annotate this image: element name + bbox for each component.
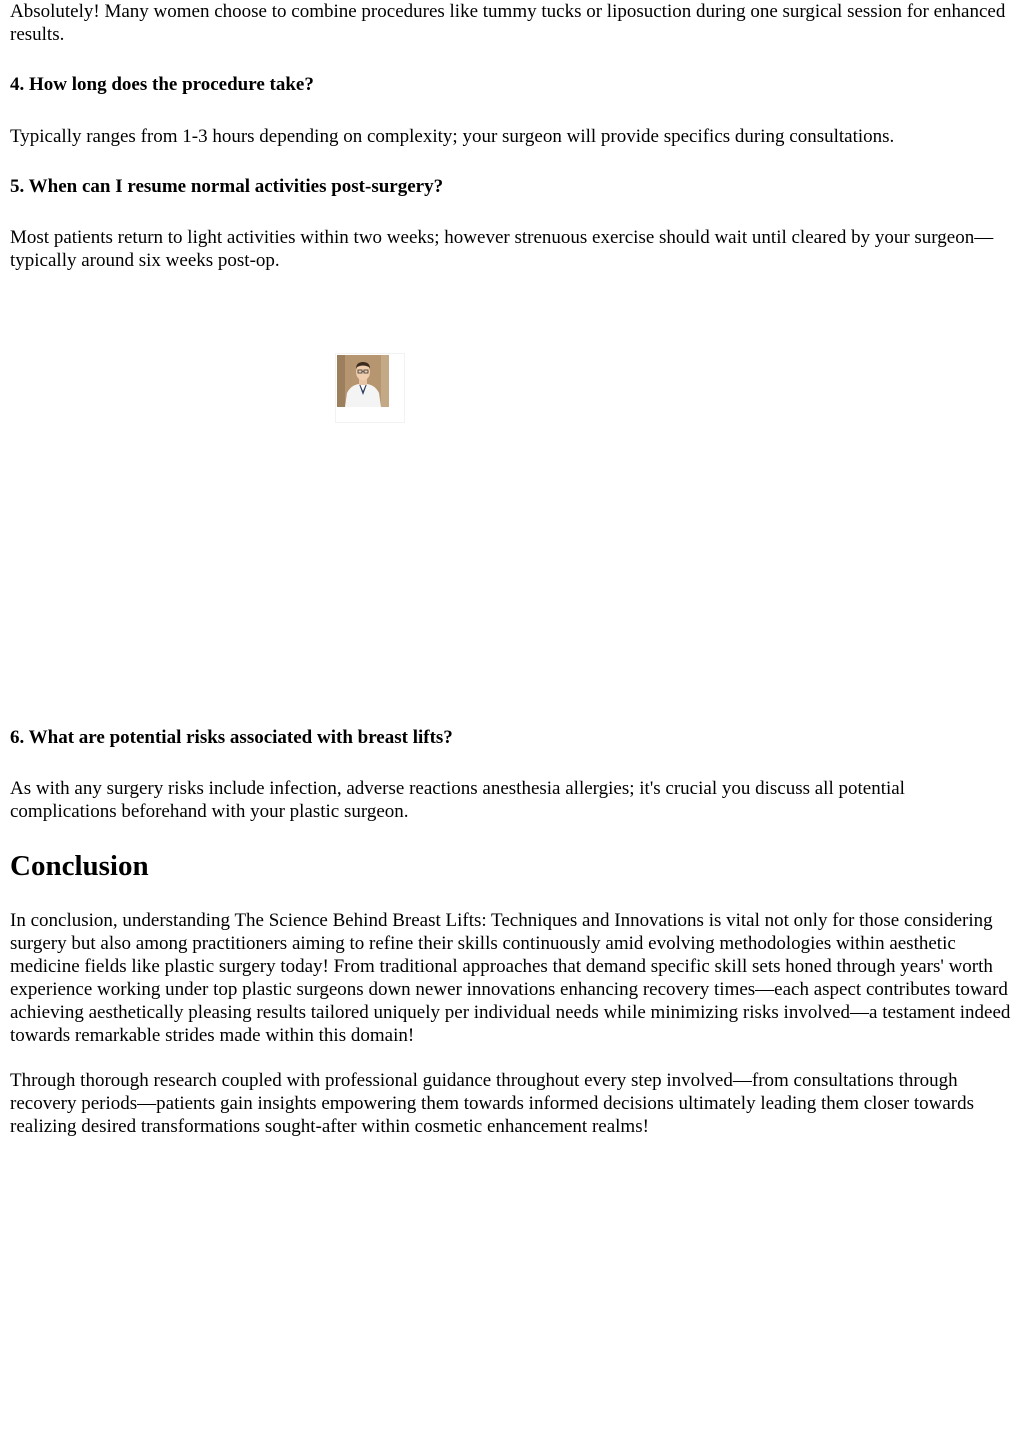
faq-answer-3: Absolutely! Many women choose to combine procedures like tummy tucks or liposuction during one surgical session for enhanced results. bbox=[10, 1, 1006, 45]
faq-answer-5: Most patients return to light activities within two weeks; however strenuous exercise should wait until cleared by your surgeon—typically around six weeks post-op. bbox=[10, 227, 994, 271]
conclusion-heading: Conclusion bbox=[10, 850, 149, 882]
surgeon-photo bbox=[337, 355, 389, 407]
faq-question-4: 4. How long does the procedure take? bbox=[10, 74, 314, 95]
surgeon-photo-icon bbox=[337, 355, 389, 407]
conclusion-paragraph-1: In conclusion, understanding The Science Behind Breast Lifts: Techniques and Innovations is vital not only for those considering surgery but also among practitioners aiming to refine their skills continuously amid evolving methodologies within aesthetic medicine fields like plastic surgery today! From traditional approaches that demand specific skill sets honed through years' worth experience working under top plastic surgeons down newer innovations enhancing recovery times—each aspect contributes toward achieving aesthetically pleasing results tailored uniquely per individual needs while minimizing risks involved—a testament indeed towards remarkable strides made within this domain! bbox=[10, 910, 1011, 1046]
surgeon-photo-frame bbox=[335, 353, 405, 423]
conclusion-paragraph-2: Through thorough research coupled with professional guidance throughout every step involved—from consultations through recovery periods—patients gain insights empowering them towards informed decisions ultimately leading them closer towards realizing desired transformations sought-after within cosmetic enhancement realms! bbox=[10, 1070, 975, 1137]
faq-answer-6: As with any surgery risks include infection, adverse reactions anesthesia allergies; it's crucial you discuss all potential complications beforehand with your plastic surgeon. bbox=[10, 778, 905, 822]
faq-question-5: 5. When can I resume normal activities post-surgery? bbox=[10, 176, 444, 197]
faq-question-6: 6. What are potential risks associated with breast lifts? bbox=[10, 727, 453, 748]
faq-answer-4: Typically ranges from 1-3 hours depending on complexity; your surgeon will provide specifics during consultations. bbox=[10, 126, 895, 147]
